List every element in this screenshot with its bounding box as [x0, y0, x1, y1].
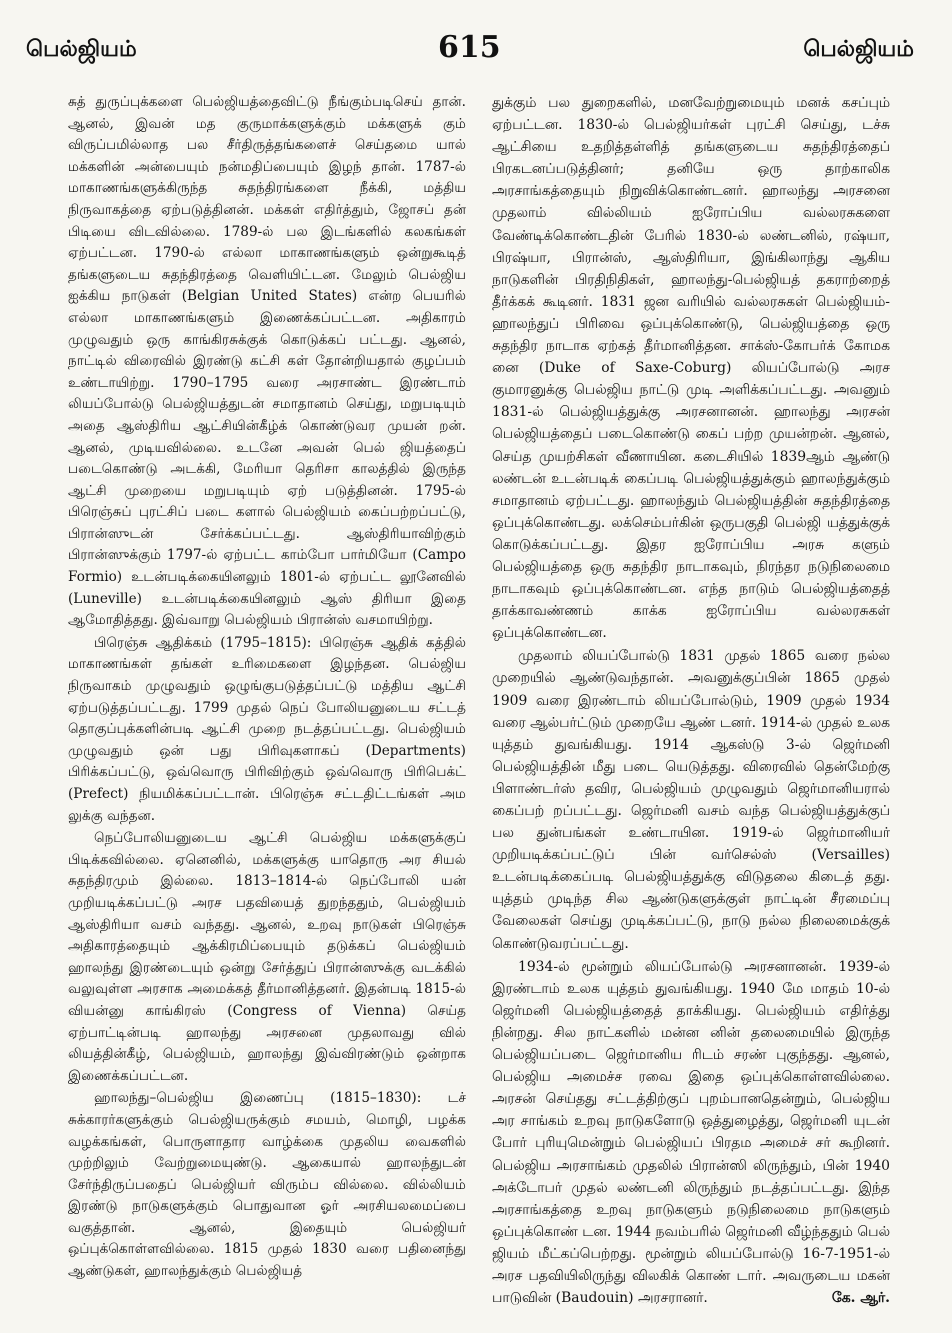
paragraph: பிரெஞ்சு ஆதிக்கம் (1795–1815): பிரெஞ்சு ஆதிக் கத்தில் மாகாணங்கள் தங்கள் உரிமைகளை இழந்தன. பெல்ஜிய நிருவாகம் முழுவதும் ஒழுங்குபடுத்தப்பட்டு மத்திய ஆட்சி ஏற்படுத்தப்பட்டது. 1799 முதல் நெப் போலியனுடைய சட்டத் தொகுப்புக்களின்படி ஆட்சி முறை நடத்தப்பட்டது. பெல்ஜியம் முழுவதும் ஒன் பது பிரிவுகளாகப் (Departments) பிரிக்கப்பட்டு, ஒவ்வொரு பிரிவிற்கும் ஒவ்வொரு பிரிபெக்ட் (Prefect) நியமிக்கப்பட்டான். பிரெஞ்சு சட்டதிட்டங்கள் அம லுக்கு வந்தன.	[68, 634, 466, 824]
paragraph: துக்கும் பல துறைகளில், மனவேற்றுமையும் மனக் கசப்பும் ஏற்பட்டன. 1830-ல் பெல்ஜியர்கள் புரட்சி செய்து, டச்சு ஆட்சியை உதறித்தள்ளித் தங்களுடைய சுதந்திரத்தைப் பிரகடனப்படுத்தினர்; தனியே ஒரு தாற்காலிக அரசாங்கத்தையும் நிறுவிக்கொண்டனர். ஹாலந்து அரசனை முதலாம் வில்லியம் ஐரோப்பிய வல்லரசுகளை வேண்டிக்கொண்டதின் பேரில் 1830-ல் லண்டனில், ரஷ்யா, பிரஷ்யா, பிரான்ஸ், ஆஸ்திரியா, இங்கிலாந்து ஆகிய நாடுகளின் பிரதிநிதிகள், ஹாலந்து-பெல்ஜியத் தகராற்றைத் தீர்க்கக் கூடினர். 1831 ஜன வரியில் வல்லரசுகள் பெல்ஜியம்-ஹாலந்துப் பிரிவை ஒப்புக்கொண்டு, பெல்ஜியத்தை ஒரு சுதந்திர நாடாக ஏற்கத் தீர்மானித்தன. சாக்ஸ்-கோபர்க் கோமக னை (Duke of Saxe-Coburg) லியப்போல்டு அரச குமாரனுக்கு பெல்ஜிய நாட்டு முடி அளிக்கப்பட்டது. அவனும் 1831-ல் பெல்ஜியத்துக்கு அரசனானன். ஹாலந்து அரசன் பெல்ஜியத்தைப் படைகொண்டு கைப் பற்ற முயன்றன். ஆனல், செய்த முயற்சிகள் வீணாயின. கடைசியில் 1839ஆம் ஆண்டு லண்டன் உடன்படிக் கைப்படி பெல்ஜியத்துக்கும் ஹாலந்துக்கும் சமாதானம் ஏற்பட்டது. ஹாலந்தும் பெல்ஜியத்தின் சுதந்திரத்தை ஒப்புக்கொண்டது. லக்செம்பர்கின் ஒருபகுதி பெல்ஜி யத்துக்குக் கொடுக்கப்பட்டது. இதர ஐரோப்பிய அரசு களும் பெல்ஜியத்தை ஒரு சுதந்திர நாடாகவும், நிரந்தர நடுநிலைமை நாடாகவும் ஒப்புக்கொண்டன. எந்த நாடும் பெல்ஜியத்தைத் தாக்காவண்ணம் காக்க ஐரோப்பிய வல்லரசுகள் ஒப்புக்கொண்டன.	[492, 95, 890, 642]
right-column	[492, 92, 890, 1309]
author-initials: கே. ஆர்.	[831, 1290, 890, 1307]
left-column	[68, 92, 466, 1283]
paragraph: நெப்போலியனுடைய ஆட்சி பெல்ஜிய மக்களுக்குப் பிடிக்கவில்லை. ஏனெனில், மக்களுக்கு யாதொரு அர சியல் சுதந்திரமும் இல்லை. 1813–1814-ல் நெப்போலி யன் முறியடிக்கப்பட்டு அரச பதவியைத் துறந்ததும், பெல்ஜியம் ஆஸ்திரியா வசம் வந்தது. ஆனல், உறவு நாடுகள் பிரெஞ்சு அதிகாரத்தையும் ஆக்கிரமிப்பையும் தடுக்கப் பெல்ஜியம் ஹாலந்து இரண்டையும் ஒன்று சேர்த்துப் பிரான்ஸுக்கு வடக்கில் வலுவுள்ள அரசாக அமைக்கத் தீர்மானித்தனர். இதன்படி 1815-ல் வியன்னு காங்கிரஸ் (Congress of Vienna) செய்த ஏற்பாட்டின்படி ஹாலந்து அரசனை முதலாவது வில் லியத்தின்கீழ், பெல்ஜியம், ஹாலந்து இவ்விரண்டும் ஒன்றாக இணைக்கப்பட்டன.	[68, 830, 466, 1084]
paragraph: 1934-ல் மூன்றும் லியப்போல்டு அரசனானன். 1939-ல் இரண்டாம் உலக யுத்தம் துவங்கியது. 1940 மே மாதம் 10-ல் ஜெர்மனி பெல்ஜியத்தைத் தாக்கியது. பெல்ஜியம் எதிர்த்து நின்றது. சில நாட்களில் மன்ன னின் தலைமையில் இருந்த பெல்ஜியப்படை ஜெர்மானிய ரிடம் சரண் புகுந்தது. ஆனல், பெல்ஜிய அமைச்ச ரவை இதை ஒப்புக்கொள்ளவில்லை. அரசன் செய்தது சட்டத்திற்குப் புறம்பானதென்றும், பெல்ஜிய அர சாங்கம் உறவு நாடுகளோடு ஒத்துழைத்து, ஜெர்மனி யுடன் போர் புரியுமென்றும் பெல்ஜியப் பிரதம அமைச் சர் கூறினர். பெல்ஜிய அரசாங்கம் முதலில் பிரான்ஸி லிருந்தும், பின் 1940 அக்டோபர் முதல் லண்டனி லிருந்தும் நடத்தப்பட்டது. இந்த அரசாங்கத்தை உறவு நாடுகளும் நடுநிலைமை நாடுகளும் ஒப்புக்கொண் டன. 1944 நவம்பரில் ஜெர்மனி வீழ்ந்ததும் பெல் ஜியம் மீட்கப்பெற்றது. மூன்றும் லியப்போல்டு 16-7-1951-ல் அரச பதவியிலிருந்து விலகிக் கொண் டார். அவருடைய மகன் பாடுவின் (Baudouin) அரசரானர்.	[492, 958, 890, 1307]
paragraph: முதலாம் லியப்போல்டு 1831 முதல் 1865 வரை நல்ல முறையில் ஆண்டுவந்தான். அவனுக்குப்பின் 1865 முதல் 1909 வரை இரண்டாம் லியப்போல்டும், 1909 முதல் 1934 வரை ஆல்பர்ட்டும் முறையே ஆண் டனர். 1914-ல் முதல் உலக யுத்தம் துவங்கியது. 1914 ஆகஸ்டு 3-ல் ஜெர்மனி பெல்ஜியத்தின் மீது படை யெடுத்தது. விரைவில் தென்மேற்கு பிளாண்டர்ஸ் தவிர, பெல்ஜியம் முழுவதும் ஜெர்மானியரால் கைப்பற் றப்பட்டது. ஜெர்மனி வசம் வந்த பெல்ஜியத்துக்குப் பல துன்பங்கள் உண்டாயின. 1919-ல் ஜெர்மானியர் முறியடிக்கப்பட்டுப் பின் வர்செல்ஸ் (Versailles) உடன்படிக்கைப்படி பெல்ஜியத்துக்கு விடுதலை கிடைத் தது. யுத்தம் முடிந்த சில ஆண்டுகளுக்குள் நாட்டின் சீரமைப்பு வேலைகள் செய்து முடிக்கப்பட்டு, நாடு நல்ல நிலைமைக்குக் கொண்டுவரப்பட்டது.	[492, 648, 890, 952]
running-head-left: பெல்ஜியம்	[26, 36, 137, 62]
page-number: 615	[438, 30, 501, 65]
running-head-right: பெல்ஜியம்	[803, 36, 914, 62]
paragraph: ஹாலந்து–பெல்ஜிய இணைப்பு (1815–1830): டச் சுக்காரர்களுக்கும் பெல்ஜியருக்கும் சமயம், மொழி, பழக்க வழக்கங்கள், பொருளாதார வாழ்க்கை முதலிய வைகளில் முற்றிலும் வேற்றுமையுண்டு. ஆகையால் ஹாலந்துடன் சேர்ந்திருப்பதைப் பெல்ஜியர் விரும்ப வில்லை. வில்லியம் இரண்டு நாடுகளுக்கும் பொதுவான ஓர் அரசியலமைப்பை வகுத்தான். ஆனல், இதையும் பெல்ஜியர் ஒப்புக்கொள்ளவில்லை. 1815 முதல் 1830 வரை பதினைந்து ஆண்டுகள், ஹாலந்துக்கும் பெல்ஜியத்	[68, 1090, 466, 1280]
paragraph: சுத் துருப்புக்களை பெல்ஜியத்தைவிட்டு நீங்கும்படிசெய் தான். ஆனல், இவன் மத குருமாக்களுக்கும் மக்களுக் கும் விருப்பமில்லாத பல சீர்திருத்தங்களைச் செய்தமை யால் மக்களின் அன்பையும் நன்மதிப்பையும் இழந் தான். 1787-ல் மாகாணங்களுக்கிருந்த சுதந்திரங்களை நீக்கி, மத்திய நிருவாகத்தை ஏற்படுத்தினன். மக்கள் எதிர்த்தும், ஜோசப் தன் பிடியை விடவில்லை. 1789-ல் பல இடங்களில் கலகங்கள் ஏற்பட்டன. 1790-ல் எல்லா மாகாணங்களும் ஒன்றுகூடித் தங்களுடைய சுதந்திரத்தை வெளியிட்டன. மேலும் பெல்ஜிய ஐக்கிய நாடுகள் (Belgian United States) என்ற பெயரில் எல்லா மாகாணங்களும் இணைக்கப்பட்டன. அதிகாரம் முழுவதும் ஒரு காங்கிரசுக்குக் கொடுக்கப் பட்டது. ஆனல், நாட்டில் விரைவில் இரண்டு கட்சி கள் தோன்றியதால் குழப்பம் உண்டாயிற்று. 1790–1795 வரை அரசாண்ட இரண்டாம் லியப்போல்டு பெல்ஜியத்துடன் சமாதானம் செய்து, மறுபடியும் அதை ஆஸ்திரிய ஆட்சியின்கீழ்க் கொண்டுவர முயன் றன். ஆனல், முடியவில்லை. உடனே அவன் பெல் ஜியத்தைப் படைகொண்டு அடக்கி, மேரியா தெரிசா காலத்தில் இருந்த ஆட்சி முறையை மறுபடியும் ஏற் படுத்தினன். 1795-ல் பிரெஞ்சுப் புரட்சிப் படை களால் பெல்ஜியம் கைப்பற்றப்பட்டு, பிரான்ஸுடன் சேர்க்கப்பட்டது. ஆஸ்திரியாவிற்கும் பிரான்ஸுக்கும் 1797-ல் ஏற்பட்ட காம்போ பார்மியோ (Campo Formio) உடன்படிக்கையினலும் 1801-ல் ஏற்பட்ட லூனேவில் (Luneville) உடன்படிக்கையினலும் ஆஸ் திரியா இதை ஆமோதித்தது. இவ்வாறு பெல்ஜியம் பிரான்ஸ் வசமாயிற்று.	[68, 94, 466, 629]
